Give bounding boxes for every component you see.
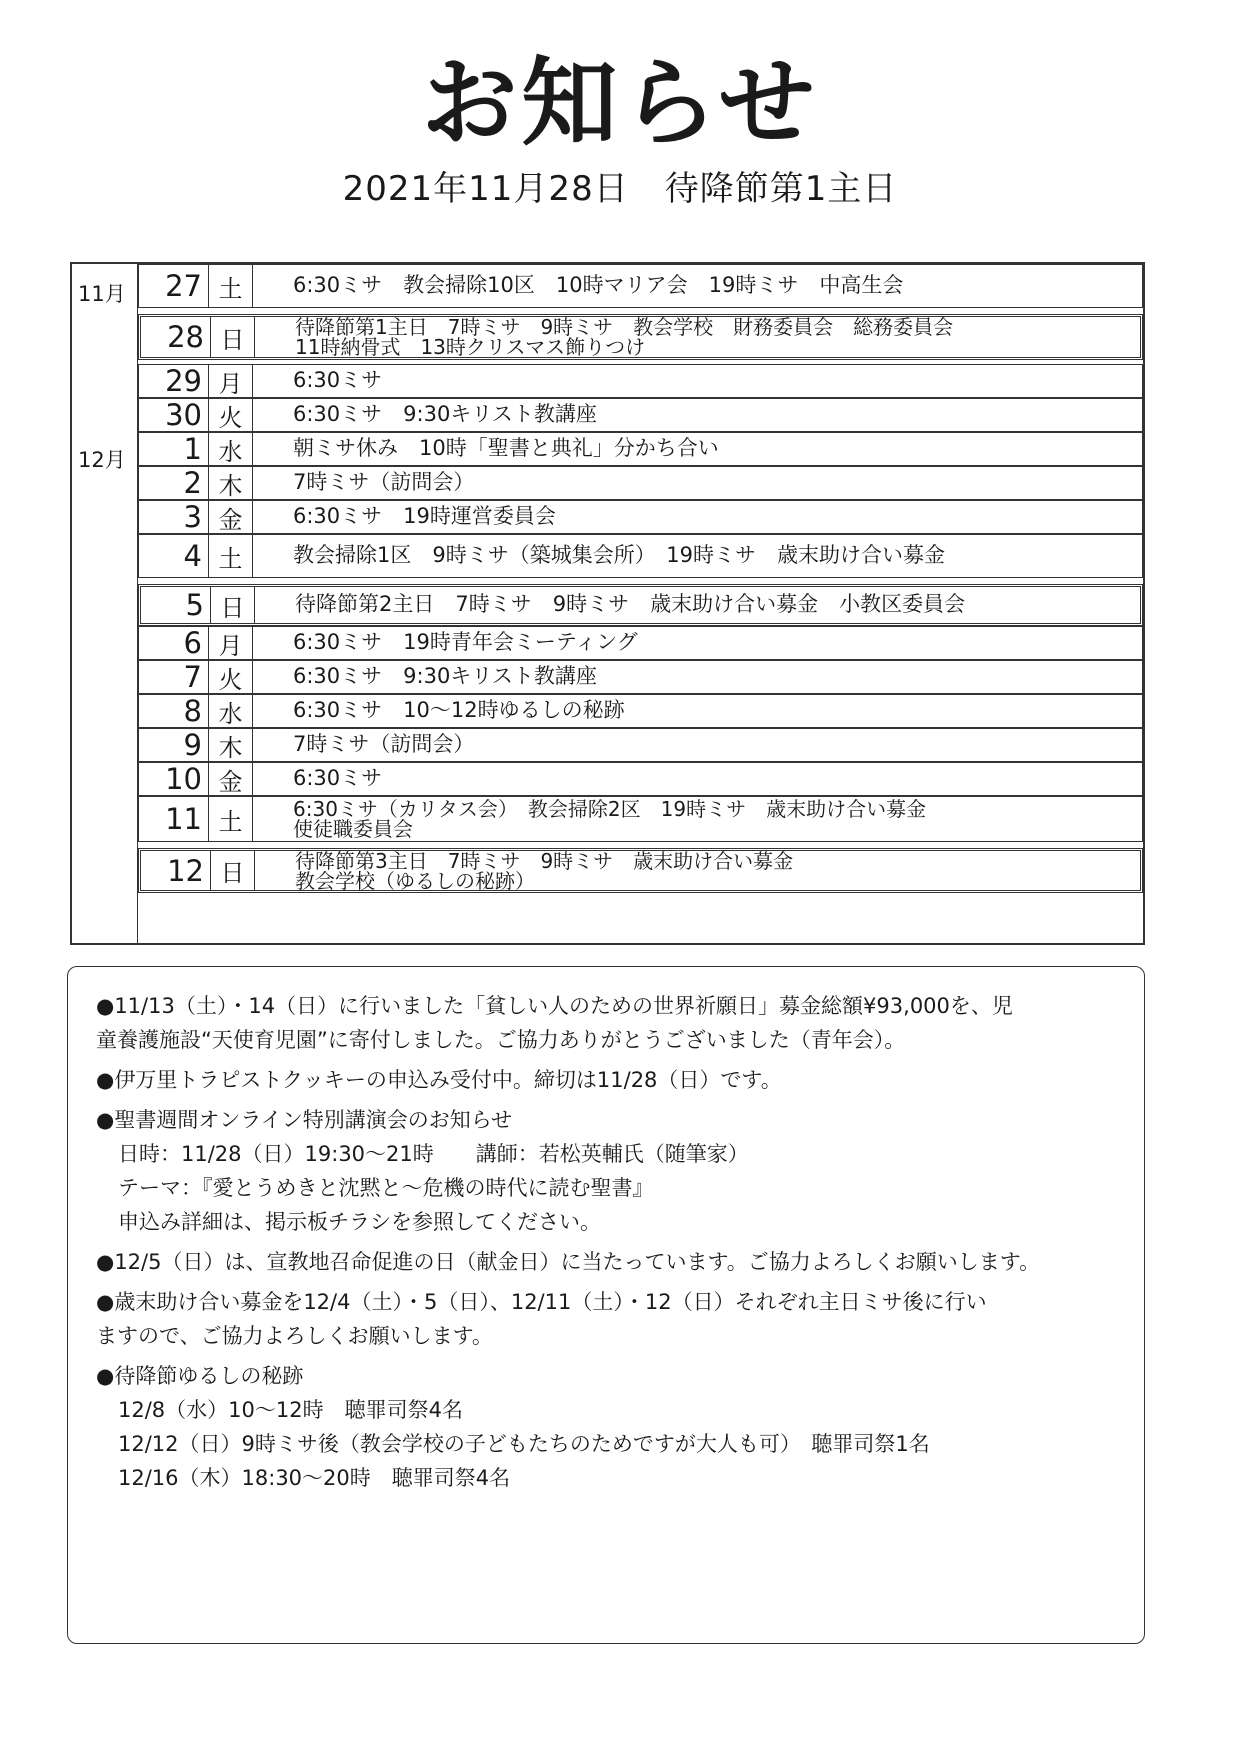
notice-line: ●11/13（土）・14（日）に行いました「貧しい人のための世界祈願日」募金総額¥93,000を、児	[96, 994, 1013, 1018]
row-weekday: 日	[211, 851, 255, 890]
event-line: 6:30ミサ 9:30キリスト教講座	[293, 402, 597, 427]
row-weekday: 火	[209, 399, 253, 431]
row-date: 7	[139, 661, 209, 693]
event-line: 使徒職委員会	[293, 817, 413, 841]
row-weekday: 日	[211, 317, 255, 357]
subtitle-date: 2021年11月28日	[342, 169, 629, 209]
schedule-row	[138, 314, 1143, 360]
notice-line: ●伊万里トラピストクッキーの申込み受付中。締切は11/28（日）です。	[96, 1068, 782, 1092]
notice-line: ●歳末助け合い募金を12/4（土）・5（日）、12/11（土）・12（日）それぞれ主日ミサ後に行い	[96, 1290, 987, 1314]
event-line: 教会掃除1区 9時ミサ（築城集会所） 19時ミサ 歳末助け合い募金	[293, 543, 945, 568]
notice-item	[96, 1063, 1116, 1097]
notice-item	[96, 989, 1116, 1057]
row-weekday: 月	[209, 627, 253, 659]
row-weekday: 木	[209, 729, 253, 761]
row-weekday: 月	[209, 365, 253, 397]
row-date: 29	[139, 365, 209, 397]
row-events	[253, 729, 1142, 761]
row-events	[253, 467, 1142, 499]
event-line: 待降節第2主日 7時ミサ 9時ミサ 歳末助け合い募金 小教区委員会	[295, 592, 966, 617]
event-line: 6:30ミサ 教会掃除10区 10時マリア会 19時ミサ 中高生会	[293, 273, 904, 298]
row-events	[253, 365, 1142, 397]
row-date: 5	[141, 587, 211, 623]
row-weekday: 火	[209, 661, 253, 693]
row-weekday: 木	[209, 467, 253, 499]
event-line: 11時納骨式 13時クリスマス飾りつけ	[295, 335, 646, 359]
schedule-rows	[138, 264, 1143, 943]
row-events	[255, 317, 1140, 357]
notice-line: ●聖書週間オンライン特別講演会のお知らせ	[96, 1108, 513, 1132]
row-events	[255, 587, 1140, 623]
row-events	[253, 433, 1142, 465]
row-weekday: 金	[209, 763, 253, 795]
row-weekday: 土	[209, 265, 253, 307]
notice-detail-line: 日時：11/28（日）19:30～21時 講師：若松英輔氏（随筆家）	[118, 1142, 749, 1166]
row-events	[253, 535, 1142, 577]
event-line: 6:30ミサ	[293, 766, 383, 791]
row-events	[253, 399, 1142, 431]
notice-line: ますので、ご協力よろしくお願いします。	[96, 1324, 493, 1348]
row-date: 1	[139, 433, 209, 465]
notice-item	[96, 1103, 1116, 1239]
row-date: 4	[139, 535, 209, 577]
notice-item	[96, 1285, 1116, 1353]
schedule-row	[138, 466, 1143, 500]
event-line: 6:30ミサ 19時運営委員会	[293, 504, 556, 529]
schedule-row	[138, 432, 1143, 466]
row-date: 27	[139, 265, 209, 307]
page-title: お知らせ	[421, 47, 819, 159]
event-line: 6:30ミサ 19時青年会ミーティング	[293, 630, 638, 655]
row-weekday: 水	[209, 695, 253, 727]
row-events	[253, 695, 1142, 727]
event-line: 7時ミサ（訪問会）	[293, 470, 475, 495]
schedule-row	[138, 626, 1143, 660]
event-line: 待降節第3主日 7時ミサ 9時ミサ 歳末助け合い募金	[295, 848, 794, 873]
page-subtitle	[0, 169, 1240, 209]
row-date: 3	[139, 501, 209, 533]
event-line: 待降節第1主日 7時ミサ 9時ミサ 教会学校 財務委員会 総務委員会	[295, 315, 954, 339]
schedule-row	[138, 762, 1143, 796]
notice-line: ●待降節ゆるしの秘跡	[96, 1364, 304, 1388]
schedule-row	[138, 364, 1143, 398]
schedule-row	[138, 796, 1143, 842]
notice-detail-line: 12/8（水）10～12時 聴罪司祭4名	[118, 1398, 463, 1422]
event-line: 6:30ミサ（カリタス会） 教会掃除2区 19時ミサ 歳末助け合い募金	[293, 797, 927, 821]
row-date: 12	[141, 851, 211, 890]
notice-detail-line: 12/16（木）18:30～20時 聴罪司祭4名	[118, 1466, 511, 1490]
event-line: 教会学校（ゆるしの秘跡）	[295, 868, 535, 893]
row-date: 30	[139, 399, 209, 431]
row-events	[253, 763, 1142, 795]
notice-detail-line: テーマ：『愛とうめきと沈黙と～危機の時代に読む聖書』	[118, 1176, 654, 1200]
event-line: 6:30ミサ 9:30キリスト教講座	[293, 664, 597, 689]
schedule-row	[138, 848, 1143, 893]
row-events	[253, 265, 1142, 307]
notice-line: ●12/5（日）は、宣教地召命促進の日（献金日）に当たっています。ご協力よろしくお願いします。	[96, 1250, 1041, 1274]
row-date: 11	[139, 797, 209, 841]
notice-line: 童養護施設“天使育児園”に寄付しました。ご協力ありがとうございました（青年会）。	[96, 1028, 906, 1052]
subtitle-occasion: 待降節第1主日	[664, 169, 898, 209]
schedule-row	[138, 534, 1143, 578]
row-date: 2	[139, 467, 209, 499]
row-weekday: 日	[211, 587, 255, 623]
notice-item	[96, 1245, 1116, 1279]
month-label-december: 12月	[78, 448, 126, 472]
row-events	[253, 627, 1142, 659]
schedule-row	[138, 660, 1143, 694]
event-line: 6:30ミサ 10～12時ゆるしの秘跡	[293, 698, 625, 723]
schedule-row	[138, 694, 1143, 728]
row-events	[255, 848, 1140, 893]
schedule-table	[70, 262, 1145, 945]
row-events	[253, 501, 1142, 533]
notice-item	[96, 1359, 1116, 1495]
row-date: 10	[139, 763, 209, 795]
month-column	[72, 264, 138, 943]
notice-detail-line: 申込み詳細は、掲示板チラシを参照してください。	[118, 1210, 601, 1234]
row-date: 6	[139, 627, 209, 659]
row-events	[253, 661, 1142, 693]
row-date: 28	[141, 317, 211, 357]
schedule-row	[138, 584, 1143, 626]
schedule-row	[138, 500, 1143, 534]
row-weekday: 土	[209, 535, 253, 577]
row-weekday: 土	[209, 797, 253, 841]
schedule-row	[138, 728, 1143, 762]
row-date: 8	[139, 695, 209, 727]
row-weekday: 水	[209, 433, 253, 465]
row-weekday: 金	[209, 501, 253, 533]
row-date: 9	[139, 729, 209, 761]
month-label-november: 11月	[78, 282, 126, 306]
notice-detail-line: 12/12（日）9時ミサ後（教会学校の子どもたちのためですが大人も可） 聴罪司祭1名	[118, 1432, 930, 1456]
schedule-row	[138, 398, 1143, 432]
row-events	[253, 797, 1142, 841]
event-line: 朝ミサ休み 10時「聖書と典礼」分かち合い	[293, 436, 719, 461]
event-line: 6:30ミサ	[293, 368, 383, 393]
schedule-row	[138, 264, 1143, 308]
notices-box	[67, 966, 1145, 1644]
event-line: 7時ミサ（訪問会）	[293, 732, 475, 757]
